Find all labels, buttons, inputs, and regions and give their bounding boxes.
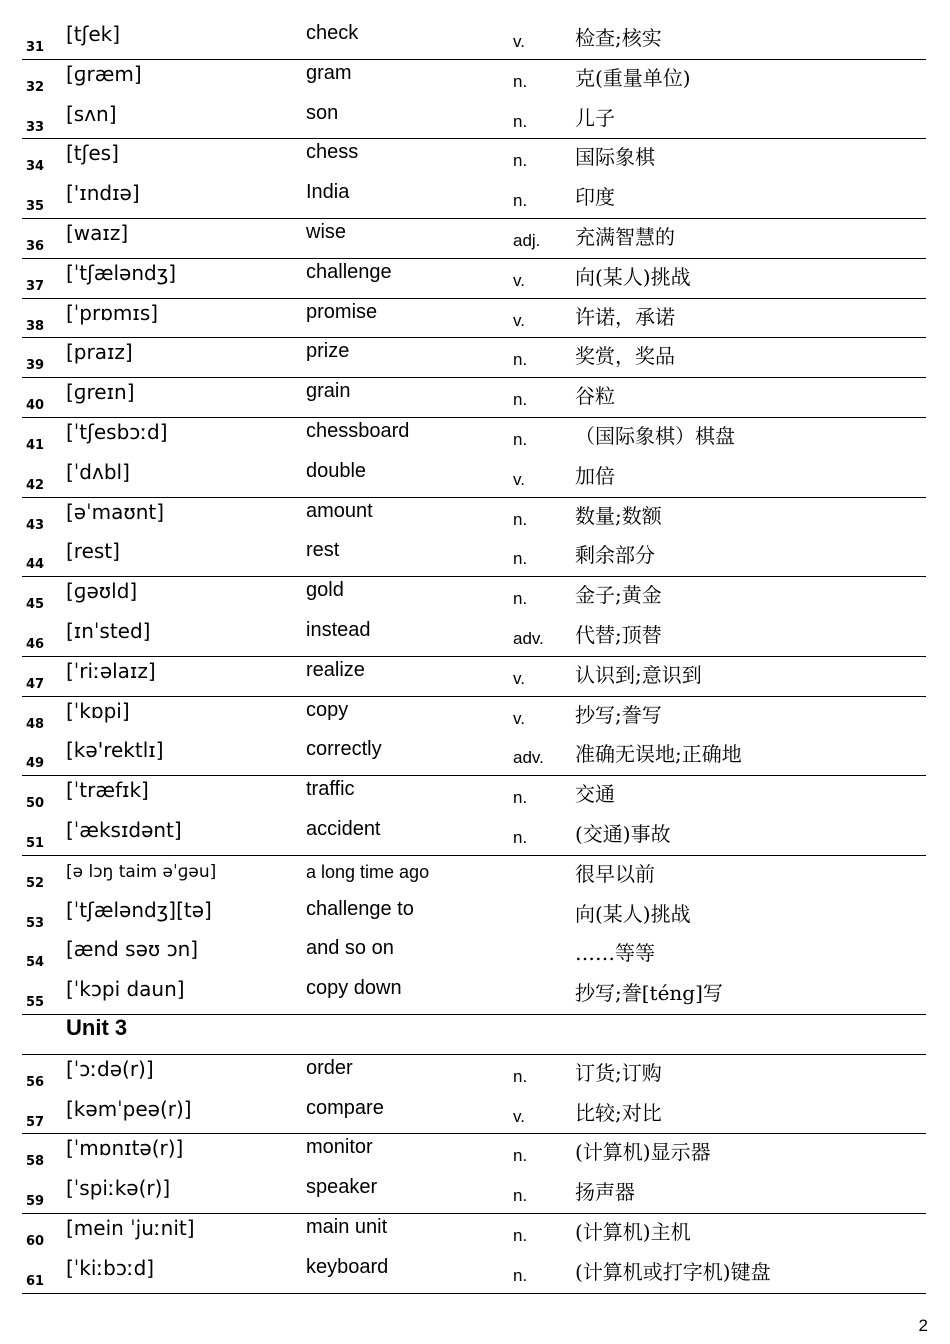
chinese-meaning: 克(重量单位): [575, 65, 691, 90]
vocab-row: [22, 418, 926, 458]
vocab-row: [22, 1055, 926, 1095]
chinese-meaning: 订货;订购: [575, 1060, 662, 1085]
chinese-meaning: 剩余部分: [575, 543, 655, 568]
chinese-meaning: 向(某人)挑战: [575, 264, 691, 289]
part-of-speech: n.: [513, 71, 528, 91]
phonetic-transcription: [ˈɔːdə(r)]: [66, 1056, 154, 1081]
chinese-meaning: 代替;顶替: [575, 622, 662, 647]
phonetic-transcription: [tʃek]: [66, 22, 121, 46]
phonetic-transcription: [ˈmɒnɪtə(r)]: [66, 1136, 184, 1161]
chinese-meaning: 儿子: [575, 105, 615, 130]
vocab-row: [22, 577, 926, 617]
entry-number: 60: [26, 1233, 45, 1249]
phonetic-transcription: [ˈkɔpi daun]: [66, 977, 185, 1002]
entry-number: 34: [26, 159, 45, 175]
phonetic-transcription: [ˈprɒmɪs]: [66, 300, 159, 325]
english-word: chess: [306, 141, 359, 164]
phonetic-transcription: [kə'rektlɪ]: [66, 738, 164, 763]
part-of-speech: v.: [513, 469, 525, 489]
vocab-row: [22, 100, 926, 140]
vocab-row: [22, 816, 926, 856]
entry-number: 36: [26, 238, 45, 254]
chinese-meaning: （国际象棋）棋盘: [575, 423, 735, 448]
chinese-meaning: ……等等: [575, 941, 655, 966]
english-word: a long time ago: [306, 861, 430, 882]
entry-number: 52: [26, 875, 45, 891]
part-of-speech: n.: [513, 1186, 528, 1206]
chinese-meaning: 很早以前: [575, 861, 655, 886]
phonetic-transcription: [ˈæksɪdənt]: [66, 817, 182, 842]
entry-number: 50: [26, 796, 45, 812]
entry-number: 59: [26, 1194, 45, 1210]
unit-heading-row: [22, 1015, 926, 1055]
english-word: check: [306, 22, 359, 44]
vocab-row: [22, 498, 926, 538]
english-word: double: [306, 459, 367, 482]
entry-number: 43: [26, 517, 45, 533]
entry-number: 61: [26, 1273, 45, 1289]
vocab-row: [22, 259, 926, 299]
entry-number: 45: [26, 597, 45, 613]
entry-number: 40: [26, 398, 45, 414]
vocab-row: [22, 219, 926, 259]
english-word: challenge: [306, 260, 392, 283]
english-word: promise: [306, 300, 378, 323]
english-word: grain: [306, 380, 351, 403]
english-word: order: [306, 1056, 353, 1079]
part-of-speech: n.: [513, 1066, 528, 1086]
vocab-row: [22, 736, 926, 776]
chinese-meaning: 检查;核实: [575, 26, 662, 50]
english-word: copy: [306, 698, 349, 721]
phonetic-transcription: [ə lɔŋ taim əˈɡəu]: [66, 861, 217, 882]
vocab-row: [22, 139, 926, 179]
phonetic-transcription: [ænd səʊ ɔn]: [66, 937, 199, 962]
english-word: and so on: [306, 937, 394, 960]
entry-number: 31: [26, 40, 45, 55]
entry-number: 58: [26, 1154, 45, 1170]
phonetic-transcription: [praɪz]: [66, 340, 133, 365]
english-word: prize: [306, 340, 350, 363]
vocab-row: [22, 1174, 926, 1214]
part-of-speech: adv.: [513, 628, 544, 648]
phonetic-transcription: [sʌn]: [66, 101, 117, 126]
part-of-speech: n.: [513, 350, 528, 370]
english-word: son: [306, 101, 339, 124]
chinese-meaning: (计算机)主机: [575, 1219, 691, 1244]
english-word: accident: [306, 817, 381, 840]
english-word: instead: [306, 618, 371, 641]
part-of-speech: n.: [513, 1146, 528, 1166]
vocab-row: [22, 1095, 926, 1135]
chinese-meaning: 认识到;意识到: [575, 662, 702, 687]
chinese-meaning: 金子;黄金: [575, 583, 662, 608]
vocab-row: [22, 617, 926, 657]
vocab-row: [22, 458, 926, 498]
entry-number: 48: [26, 716, 45, 732]
phonetic-transcription: [ˈtʃæləndʒ]: [66, 260, 177, 285]
part-of-speech: n.: [513, 788, 528, 808]
part-of-speech: n.: [513, 549, 528, 569]
part-of-speech: v.: [513, 708, 525, 728]
vocab-row: [22, 378, 926, 418]
english-word: chessboard: [306, 419, 410, 442]
phonetic-transcription: [əˈmaʊnt]: [66, 499, 165, 524]
chinese-meaning: 交通: [575, 782, 615, 807]
phonetic-transcription: [ˈriːəlaɪz]: [66, 658, 156, 683]
phonetic-transcription: [ɡəʊld]: [66, 579, 138, 604]
entry-number: 47: [26, 676, 45, 692]
entry-number: 51: [26, 835, 45, 851]
phonetic-transcription: [ɪnˈsted]: [66, 618, 151, 643]
english-word: compare: [306, 1096, 384, 1119]
part-of-speech: n.: [513, 111, 528, 131]
chinese-meaning: 印度: [575, 185, 615, 210]
english-word: wise: [306, 220, 347, 243]
vocab-row: [22, 856, 926, 896]
vocab-row: [22, 935, 926, 975]
english-word: copy down: [306, 977, 402, 1000]
part-of-speech: v.: [513, 310, 525, 330]
phonetic-transcription: [ɡreɪn]: [66, 380, 135, 405]
english-word: speaker: [306, 1176, 378, 1199]
part-of-speech: n.: [513, 589, 528, 609]
phonetic-transcription: [ˈdʌbl]: [66, 459, 130, 484]
entry-number: 53: [26, 915, 45, 931]
english-word: challenge to: [306, 897, 414, 920]
part-of-speech: n.: [513, 827, 528, 847]
entry-number: 44: [26, 557, 45, 573]
phonetic-transcription: [tʃes]: [66, 141, 119, 166]
part-of-speech: v.: [513, 1106, 525, 1126]
phonetic-transcription: [ˈtræfɪk]: [66, 778, 149, 803]
chinese-meaning: 准确无误地;正确地: [575, 742, 742, 767]
chinese-meaning: 许诺，承诺: [575, 304, 675, 329]
vocab-row: [22, 179, 926, 219]
chinese-meaning: 向(某人)挑战: [575, 901, 691, 926]
entry-number: 42: [26, 477, 45, 493]
part-of-speech: n.: [513, 1225, 528, 1245]
english-word: monitor: [306, 1136, 373, 1159]
part-of-speech: n.: [513, 151, 528, 171]
chinese-meaning: 充满智慧的: [575, 224, 675, 249]
english-word: India: [306, 181, 350, 204]
chinese-meaning: 扬声器: [575, 1180, 635, 1205]
vocab-row: [22, 896, 926, 936]
entry-number: 54: [26, 955, 45, 971]
phonetic-transcription: [rest]: [66, 539, 120, 564]
entry-number: 38: [26, 318, 45, 334]
part-of-speech: n.: [513, 509, 528, 529]
entry-number: 55: [26, 995, 45, 1011]
part-of-speech: v.: [513, 270, 525, 290]
part-of-speech: n.: [513, 390, 528, 410]
chinese-meaning: 数量;数额: [575, 503, 662, 528]
part-of-speech: adv.: [513, 748, 544, 768]
phonetic-transcription: [ˈspiːkə(r)]: [66, 1176, 171, 1201]
vocab-row: [22, 657, 926, 697]
english-word: correctly: [306, 738, 382, 761]
chinese-meaning: (计算机)显示器: [575, 1140, 711, 1165]
entry-number: 39: [26, 358, 45, 374]
phonetic-transcription: [waɪz]: [66, 220, 129, 245]
vocab-row: [22, 1134, 926, 1174]
chinese-meaning: 抄写;誊写: [575, 702, 662, 727]
entry-number: 49: [26, 756, 45, 772]
part-of-speech: n.: [513, 1265, 528, 1285]
page-number: 2: [918, 1316, 928, 1335]
english-word: gold: [306, 579, 344, 602]
english-word: realize: [306, 658, 365, 681]
phonetic-transcription: [mein ˈjuːnit]: [66, 1215, 195, 1240]
phonetic-transcription: [ˈtʃæləndʒ][tə]: [66, 897, 212, 922]
chinese-meaning: 抄写;誊[téng]写: [575, 981, 723, 1006]
entry-number: 32: [26, 79, 45, 95]
english-word: main unit: [306, 1215, 388, 1238]
phonetic-transcription: [ɡræm]: [66, 61, 142, 86]
vocab-row: [22, 975, 926, 1015]
vocab-row: [22, 60, 926, 100]
chinese-meaning: (计算机或打字机)键盘: [575, 1259, 771, 1284]
chinese-meaning: 比较;对比: [575, 1100, 662, 1125]
unit-title: Unit 3: [66, 1014, 128, 1040]
english-word: rest: [306, 539, 340, 562]
vocab-row: [22, 299, 926, 339]
entry-number: 57: [26, 1114, 45, 1130]
english-word: keyboard: [306, 1255, 389, 1278]
chinese-meaning: 奖赏，奖品: [575, 344, 675, 369]
entry-number: 41: [26, 437, 45, 453]
english-word: traffic: [306, 778, 355, 801]
chinese-meaning: 谷粒: [575, 384, 615, 409]
vocab-row: [22, 20, 926, 60]
phonetic-transcription: [ˈkɒpi]: [66, 698, 130, 723]
phonetic-transcription: [ˈtʃesbɔːd]: [66, 419, 168, 444]
vocab-row: [22, 338, 926, 378]
phonetic-transcription: [kəmˈpeə(r)]: [66, 1096, 192, 1121]
vocab-row: [22, 1254, 926, 1294]
entry-number: 33: [26, 119, 45, 135]
chinese-meaning: 国际象棋: [575, 145, 655, 170]
entry-number: 37: [26, 278, 45, 294]
part-of-speech: v.: [513, 32, 525, 51]
vocabulary-sheet: [22, 20, 926, 1294]
entry-number: 46: [26, 636, 45, 652]
chinese-meaning: (交通)事故: [575, 821, 671, 846]
phonetic-transcription: [ˈkiːbɔːd]: [66, 1255, 155, 1280]
chinese-meaning: 加倍: [575, 463, 615, 488]
part-of-speech: n.: [513, 191, 528, 211]
part-of-speech: v.: [513, 668, 525, 688]
vocab-row: [22, 1214, 926, 1254]
entry-number: 35: [26, 199, 45, 215]
vocab-row: [22, 697, 926, 737]
english-word: gram: [306, 61, 352, 84]
vocab-row: [22, 537, 926, 577]
vocab-row: [22, 776, 926, 816]
phonetic-transcription: ['ɪndɪə]: [66, 181, 140, 206]
english-word: amount: [306, 499, 373, 522]
entry-number: 56: [26, 1074, 45, 1090]
part-of-speech: adj.: [513, 230, 541, 250]
part-of-speech: n.: [513, 429, 528, 449]
